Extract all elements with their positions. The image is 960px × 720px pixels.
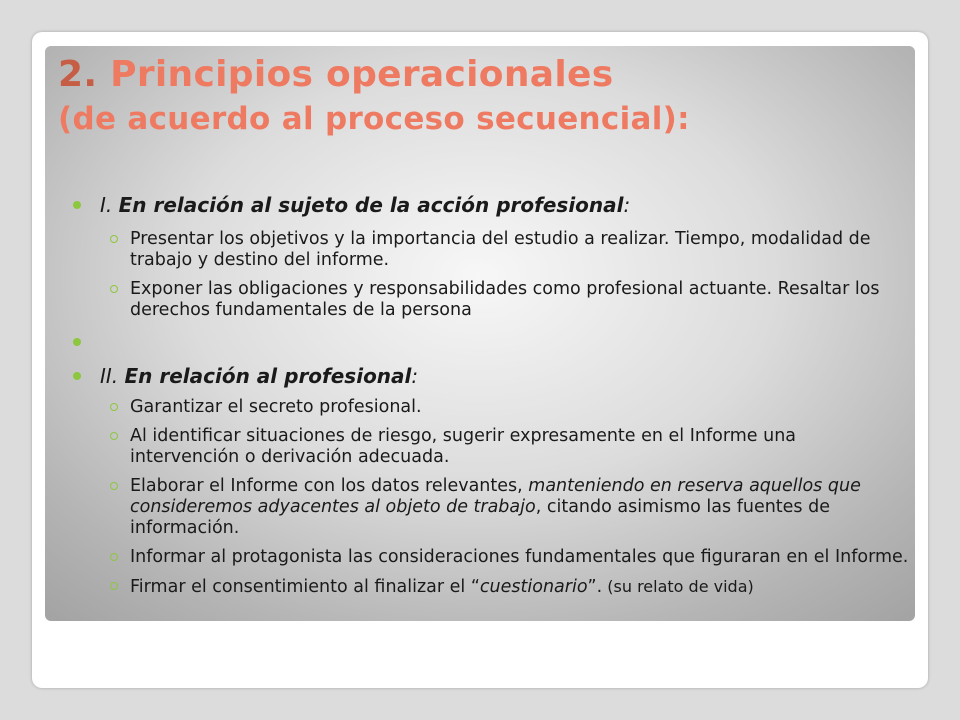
item-text-italic: cuestionario (479, 577, 588, 597)
item-text: Al identificar situaciones de riesgo, sugerir expresamente en el Informe una intervención o derivación adecuada. (130, 426, 797, 467)
list-item (70, 576, 910, 598)
bullet-circle-icon (110, 432, 118, 440)
bullet-circle-icon (110, 403, 118, 411)
slide-title (58, 52, 690, 140)
bullet-circle-icon (110, 553, 118, 561)
title-main: Principios operacionales (110, 54, 614, 95)
list-item (70, 476, 910, 539)
section-2-prefix: II. (100, 364, 125, 388)
section-1-suffix: : (623, 193, 631, 217)
title-number: 2. (58, 54, 98, 95)
list-item (70, 279, 910, 321)
title-subtitle: (de acuerdo al proceso secuencial): (58, 101, 690, 137)
list-item (70, 426, 910, 468)
bullet-circle-icon (110, 285, 118, 293)
item-text-c: , citando asimismo las fuentes de información. (130, 497, 830, 538)
bullet-dot-icon (73, 201, 81, 209)
bullet-circle-icon (110, 235, 118, 243)
item-text-a: Elaborar el Informe con los datos relevantes, (130, 476, 529, 496)
item-text: Garantizar el secreto profesional. (130, 397, 422, 417)
item-text: Informar al protagonista las consideraciones fundamentales que figuraran en el Informe. (130, 547, 909, 567)
list-item (70, 397, 910, 418)
section-1-heading (70, 192, 910, 218)
empty-bullet (70, 329, 910, 355)
list-item (70, 547, 910, 568)
section-2-title: En relación al profesional (124, 364, 412, 388)
section-1-prefix: I. (100, 193, 119, 217)
item-text: Exponer las obligaciones y responsabilidades como profesional actuante. Resaltar los derechos fundamentales de la persona (130, 279, 880, 320)
item-text-a: Firmar el consentimiento al finalizar el “ (130, 577, 480, 597)
bullet-dot-icon (73, 372, 81, 380)
item-text: Presentar los objetivos y la importancia del estudio a realizar. Tiempo, modalidad de trabajo y destino del informe. (130, 229, 871, 270)
bullet-circle-icon (110, 582, 118, 590)
list-item (70, 229, 910, 271)
section-2-suffix: : (411, 364, 419, 388)
bullet-dot-icon (73, 338, 81, 346)
bullet-circle-icon (110, 482, 118, 490)
item-text-d: (su relato de vida) (602, 577, 754, 596)
item-text-italic: manteniendo en reserva aquellos que consideremos adyacentes al objeto de trabajo (130, 476, 861, 517)
section-2-heading (70, 363, 910, 389)
item-text-c: ”. (587, 577, 603, 597)
slide-content (70, 192, 910, 598)
section-1-title: En relación al sujeto de la acción profesional (118, 193, 624, 217)
